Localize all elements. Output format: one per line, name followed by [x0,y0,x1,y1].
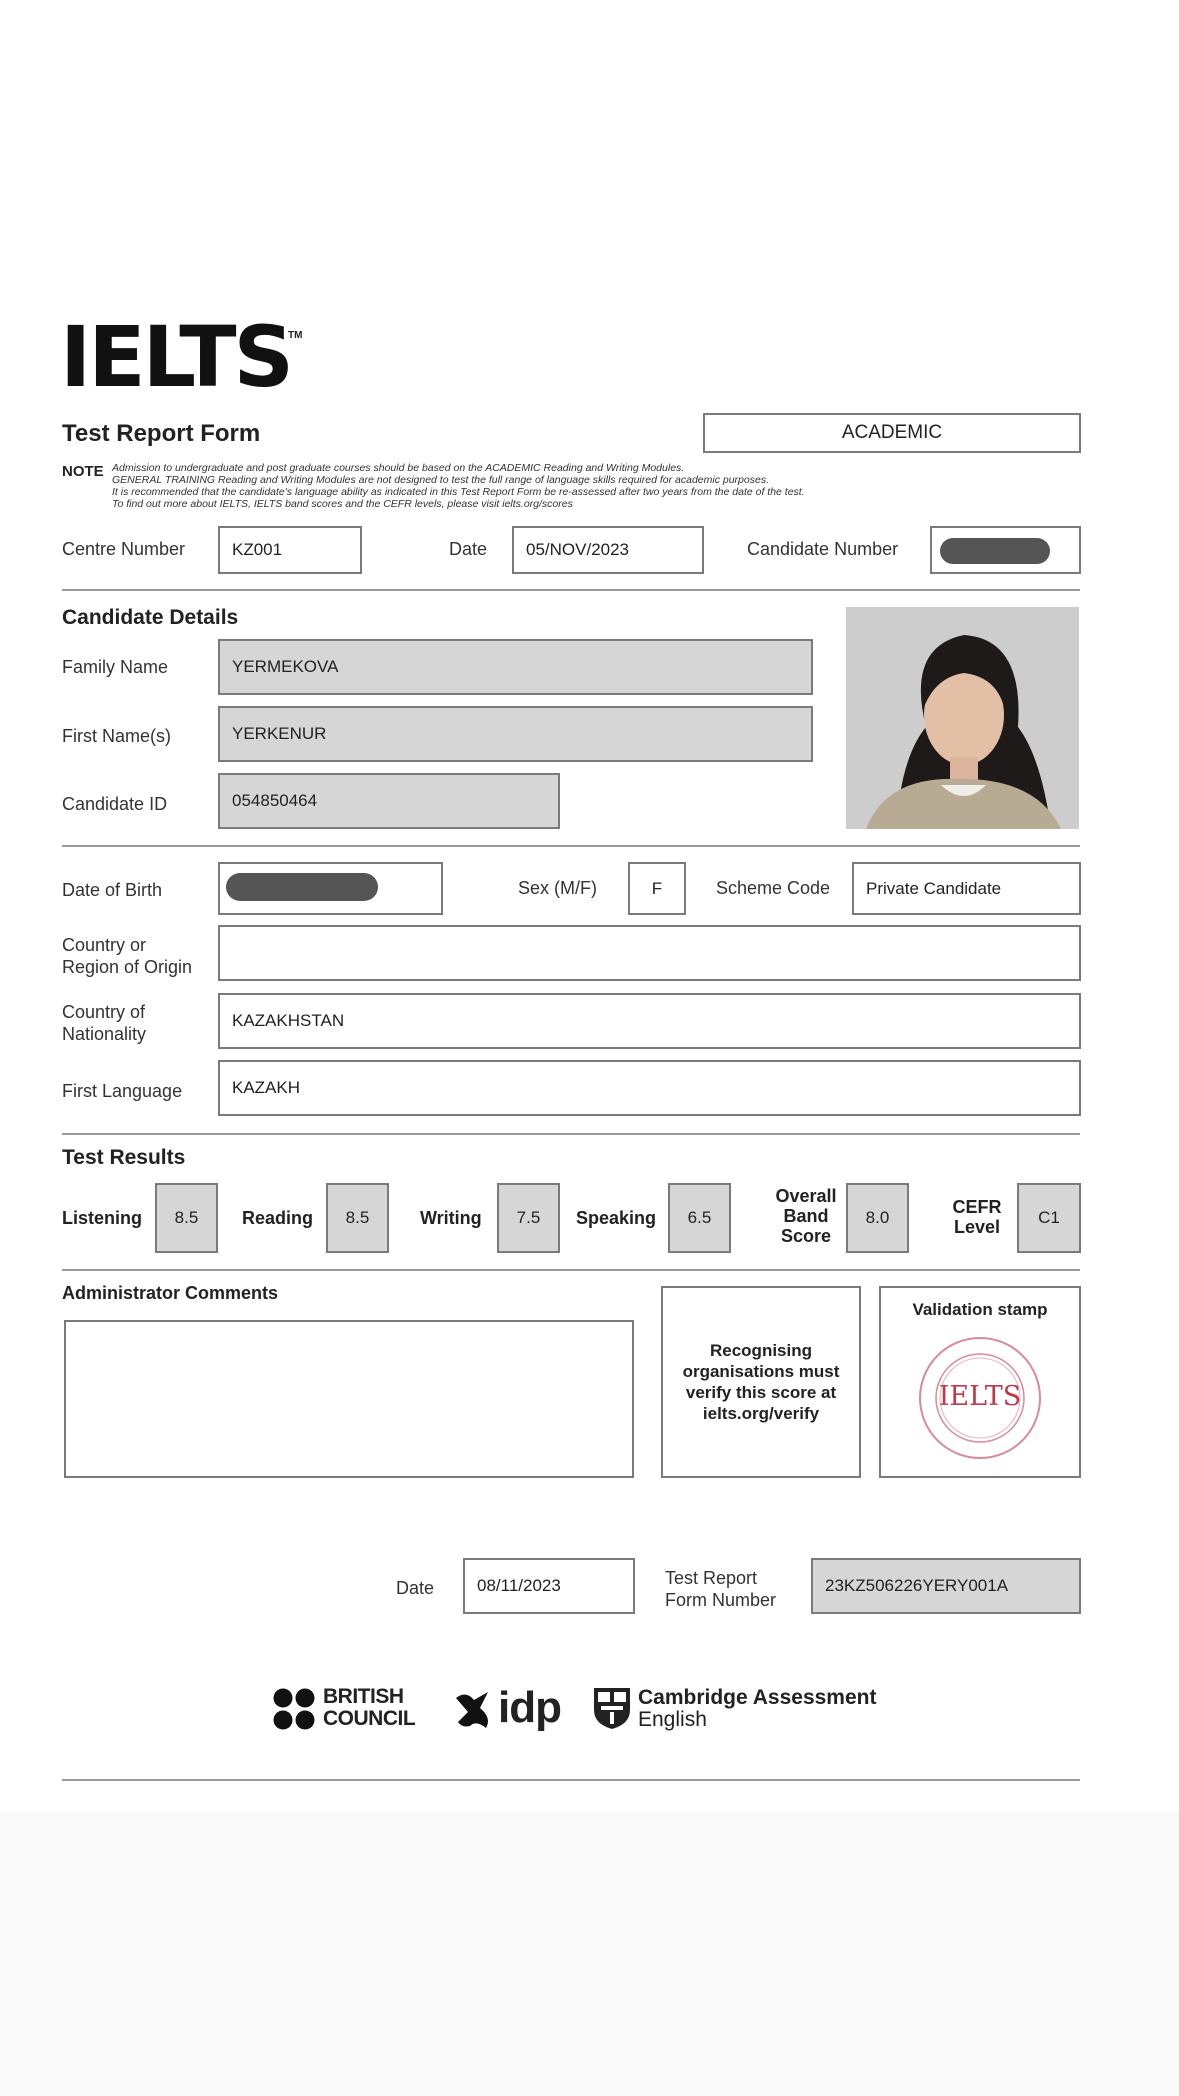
test-date-field: 05/NOV/2023 [512,526,704,574]
family-name-label: Family Name [62,657,169,677]
divider [62,1269,1080,1271]
candidate-id-label: Candidate ID [62,794,168,814]
nationality-field: KAZAKHSTAN [218,993,1081,1049]
ielts-logo: IELTS [60,308,292,406]
test-date-label: Date [449,539,488,559]
cefr-label-line: CEFR [952,1197,1002,1217]
redaction-mark [940,538,1050,564]
overall-label-line: Overall [775,1186,837,1206]
test-results-heading: Test Results [62,1146,186,1169]
candidate-photo [846,607,1079,829]
form-title: Test Report Form [62,420,261,447]
note-line: It is recommended that the candidate's language ability as indicated in this Test Report Form be re-assessed after two years from the date of the test. [112,486,805,498]
centre-number-field: KZ001 [218,526,362,574]
redaction-mark [226,873,378,901]
origin-field [218,925,1081,981]
british-council-line: BRITISH [323,1685,404,1708]
background-footer [0,1812,1179,2096]
candidate-id-field: 054850464 [218,773,560,829]
divider [62,845,1080,847]
sex-field: F [628,862,686,915]
scheme-code-field: Private Candidate [852,862,1081,915]
cefr-label-line: Level [953,1217,1001,1237]
portrait-icon [846,607,1079,829]
first-name-field: YERKENUR [218,706,813,762]
origin-label-line: Region of Origin [62,957,193,977]
verify-line: verify this score at [685,1383,837,1402]
cefr-level-label [944,1197,1010,1237]
centre-number-label: Centre Number [62,539,186,559]
issue-date-label: Date [396,1578,435,1598]
cambridge-text [638,1687,876,1731]
issue-date-field: 08/11/2023 [463,1558,635,1614]
trf-label-line: Form Number [665,1590,777,1610]
listening-label: Listening [62,1208,142,1228]
verify-line: organisations must [682,1362,840,1381]
overall-label-line: Score [780,1226,832,1246]
cefr-level-score: C1 [1017,1183,1081,1253]
family-name-field: YERMEKOVA [218,639,813,695]
validation-stamp-seal [918,1336,1042,1460]
trf-number-label [665,1567,776,1611]
cambridge-line: Cambridge Assessment [638,1686,877,1709]
writing-label: Writing [420,1208,482,1228]
cambridge-shield-icon [592,1686,632,1730]
candidate-details-heading: Candidate Details [62,606,239,629]
cambridge-line: English [638,1708,707,1731]
first-name-label: First Name(s) [62,726,171,746]
divider [62,1133,1080,1135]
divider [62,589,1080,591]
british-council-dots-icon [273,1687,317,1731]
candidate-number-label: Candidate Number [747,539,899,559]
speaking-label: Speaking [576,1208,657,1228]
reading-label: Reading [242,1208,314,1228]
origin-label-line: Country or [62,935,147,955]
nationality-label-line: Nationality [62,1024,147,1044]
nationality-label [62,1001,146,1045]
validation-stamp-box [879,1286,1081,1478]
nationality-label-line: Country of [62,1002,146,1022]
verify-line: Recognising [709,1341,812,1360]
sex-label: Sex (M/F) [518,878,597,898]
divider [62,1779,1080,1781]
trf-label-line: Test Report [665,1568,758,1588]
idp-text: idp [498,1683,561,1732]
note-line: To find out more about IELTS, IELTS band scores and the CEFR levels, please visit ielts.org/scores [112,498,573,510]
note-text [112,462,1012,510]
overall-label-line: Band [783,1206,829,1226]
scheme-code-label: Scheme Code [716,878,831,898]
listening-score: 8.5 [155,1183,218,1253]
british-council-text [323,1686,415,1730]
idp-mark-icon [452,1688,496,1732]
admin-comments-box [64,1320,634,1478]
reading-score: 8.5 [326,1183,389,1253]
stamp-seal-text: IELTS [938,1381,1022,1412]
module-field: ACADEMIC [703,413,1081,453]
date-of-birth-label: Date of Birth [62,880,163,900]
origin-label [62,934,192,978]
validation-stamp-label: Validation stamp [912,1300,1048,1319]
admin-comments-label: Administrator Comments [62,1283,279,1303]
verify-notice-box [661,1286,861,1478]
first-language-label: First Language [62,1081,183,1101]
verify-line: ielts.org/verify [702,1404,820,1423]
speaking-score: 6.5 [668,1183,731,1253]
note-line: Admission to undergraduate and post graduate courses should be based on the ACADEMIC Reading and Writing Modules. [112,462,685,474]
note-line: GENERAL TRAINING Reading and Writing Modules are not designed to test the full range of language skills required for academic purposes. [112,474,769,486]
british-council-line: COUNCIL [323,1707,416,1730]
overall-band-label [768,1186,844,1246]
trademark: TM [288,330,303,341]
overall-band-score: 8.0 [846,1183,909,1253]
first-language-field: KAZAKH [218,1060,1081,1116]
note-label: NOTE [62,463,104,480]
trf-number-field: 23KZ506226YERY001A [811,1558,1081,1614]
verify-notice-text [683,1340,840,1424]
writing-score: 7.5 [497,1183,560,1253]
